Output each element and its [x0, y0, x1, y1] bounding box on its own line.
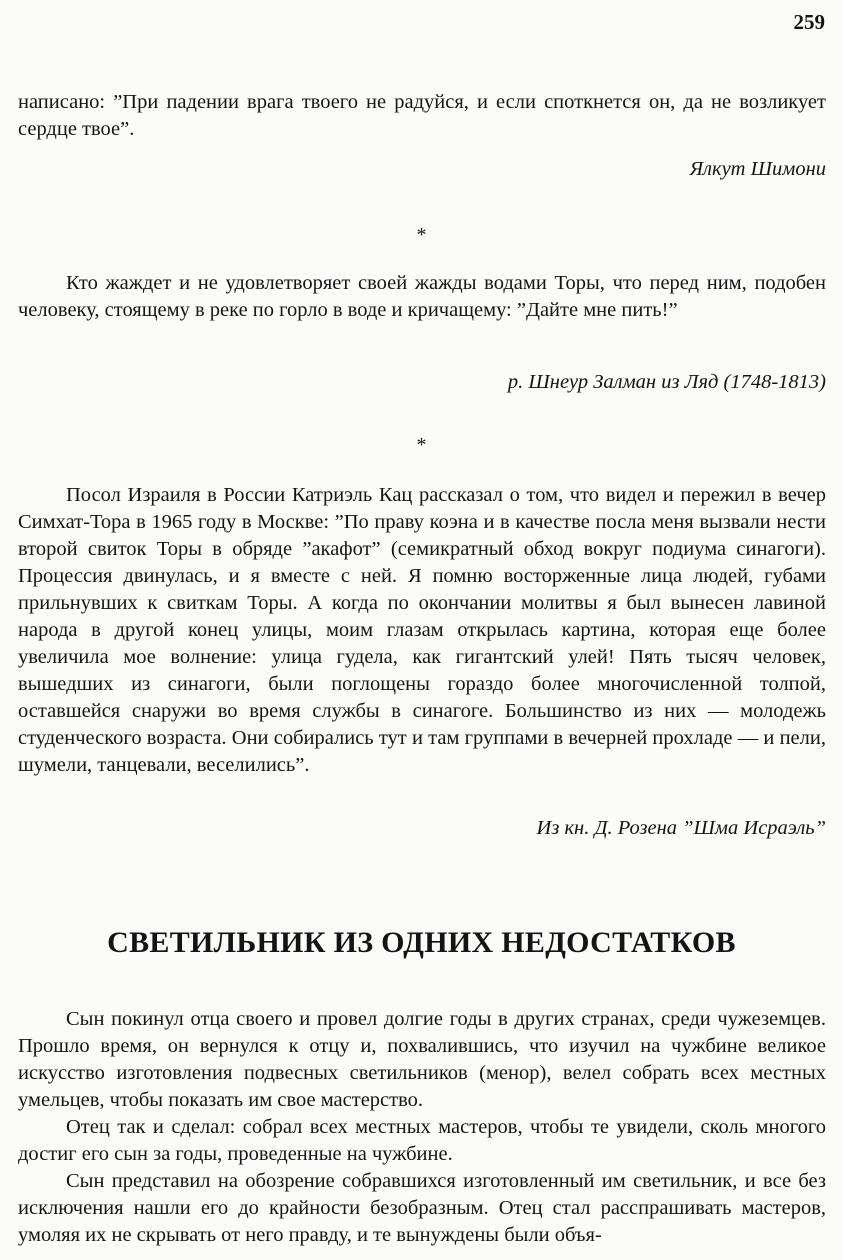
paragraph-yalkut: написано: ”При падении врага твоего не радуйся, и если споткнется он, да не возликует сердце твое”. [18, 91, 826, 140]
section-3 [18, 482, 826, 779]
attribution-rozen: Из кн. Д. Розена ”Шма Исраэль” [536, 817, 826, 839]
section-1 [18, 89, 826, 143]
story-body [18, 1006, 826, 1249]
attribution-shneur-zalman: р. Шнеур Залман из Ляд (1748-1813) [507, 371, 826, 393]
story-title: СВЕТИЛЬНИК ИЗ ОДНИХ НЕДОСТАТКОВ [107, 926, 736, 959]
page-number: 259 [793, 10, 825, 34]
attribution-yalkut-shimoni: Ялкут Шимони [689, 158, 826, 180]
story-paragraph-3: Сын представил на обозрение собравшихся изготовленный им светильник, и все без исключения нашли его до крайности безобразным. Отец стал расспрашивать мастеров, умоляя их не скрывать от него правду, и те вынуждены были объя- [18, 1170, 826, 1246]
story-paragraph-2: Отец так и сделал: собрал всех местных мастеров, чтобы те увидели, сколь многого достиг его сын за годы, проведенные на чужбине. [18, 1116, 826, 1165]
story-paragraph-1: Сын покинул отца своего и провел долгие годы в других странах, среди чужеземцев. Прошло время, он вернулся к отцу и, похвалившись, что изучил на чужбине великое искусство изготовления подвесных светильников (менор), велел собрать всех местных умельцев, чтобы показать им свое мастерство. [18, 1008, 826, 1111]
paragraph-simchat-torah: Посол Израиля в России Катриэль Кац рассказал о том, что видел и пережил в вечер Симхат-Тора в 1965 году в Москве: ”По праву коэна и в качестве посла меня вызвали нести второй свиток Торы в обряде ”акафот” (семикратный обход вокруг подиума синагоги). Процессия двинулась, и я вместе с ней. Я помню восторженные лица людей, губами прильнувших к свиткам Торы. А когда по окончании молитвы я был вынесен лавиной народа в другой конец улицы, моим глазам открылась картина, которая еще более увеличила мое волнение: улица гудела, как гигантский улей! Пять тысяч человек, вышедших из синагоги, были поглощены гораздо более многочисленной толпой, оставшейся снаружи во время службы в синагоге. Большинство из них — молодежь студенческого возраста. Они собирались тут и там группами в вечерней прохладе — и пели, шумели, танцевали, веселились”. [18, 484, 826, 776]
section-2 [18, 270, 826, 324]
separator-asterisk-1: * [416, 224, 427, 246]
paragraph-torah-thirst: Кто жаждет и не удовлетворяет своей жажды водами Торы, что перед ним, подобен человеку, стоящему в реке по горло в воде и кричащему: ”Дайте мне пить!” [18, 272, 826, 321]
separator-asterisk-2: * [416, 434, 427, 456]
